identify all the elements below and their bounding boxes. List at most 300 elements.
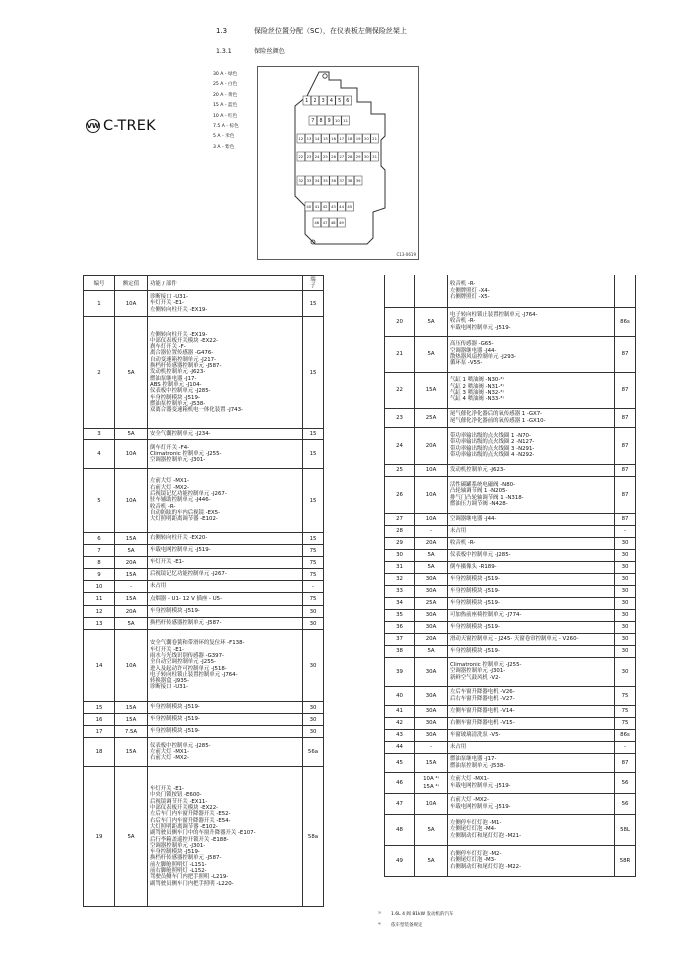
fuse-slot-number: 1 <box>305 99 309 104</box>
fuse-number: 46 <box>385 772 415 793</box>
table-row <box>385 537 636 549</box>
component-line: 燃油泵继电器 -J17- <box>450 756 497 763</box>
col-header-terminal: 端 子 <box>303 276 324 291</box>
component-line: 车身控制模块 -J519- <box>450 647 500 654</box>
footnotes <box>378 909 454 931</box>
fuse-color-legend <box>213 70 239 153</box>
component-line: 后视镜调节开关 -EX11- <box>150 798 208 805</box>
fuse-slot-number: 14 <box>314 136 320 141</box>
table-row <box>385 741 636 753</box>
fuse-number: 40 <box>385 686 415 705</box>
component-line: 车载电网控制单元 -J519- <box>450 803 511 810</box>
table-row <box>84 440 324 469</box>
component-line: 左前大灯 -MX1- <box>450 776 489 783</box>
fuse-number: 18 <box>84 738 115 767</box>
component-line: 车灯开关 -E1- <box>150 559 185 566</box>
fuse-number <box>385 275 415 307</box>
table-row <box>385 549 636 561</box>
component-line: 尾气催化净化器前的氧传感器 1 -GX10- <box>450 417 546 424</box>
fuse-rating: 10A <box>115 630 148 702</box>
fuse-terminal: 87 <box>615 464 636 476</box>
component-line: 电子转向柱锁止装置控制单元 -J764- <box>450 312 538 319</box>
fuse-color-item: 5 A - 米色 <box>213 134 235 140</box>
component-line: 后视镜记忆功能控制单元 -J267- <box>150 491 227 498</box>
fuse-function <box>448 464 615 476</box>
fuse-slot-number: 16 <box>331 136 337 141</box>
fuse-terminal: 75 <box>615 717 636 729</box>
component-line: 仪表板中控制单元 -J285- <box>450 551 511 558</box>
fuse-function <box>148 606 303 618</box>
component-line: 车身控制模块 -J519- <box>150 608 200 615</box>
component-line: 带功率输出级的点火线圈 3 -N291- <box>450 445 535 452</box>
component-line: 车载电网控制单元 -J519- <box>450 324 511 331</box>
table-row <box>385 464 636 476</box>
fuse-terminal: 30 <box>303 726 324 738</box>
fuse-terminal: 56a <box>303 738 324 767</box>
fuse-terminal: 56 <box>615 772 636 793</box>
fuse-terminal: 15 <box>303 429 324 440</box>
fuse-terminal: 87 <box>615 513 636 525</box>
component-line: 诊断接口 -U31- <box>150 294 188 301</box>
fuse-function <box>148 630 303 702</box>
fuse-number: 42 <box>385 717 415 729</box>
fuse-number: 41 <box>385 705 415 717</box>
fuse-function <box>448 336 615 372</box>
fuse-number: 48 <box>385 814 415 845</box>
fuse-rating: 10A <box>415 476 448 513</box>
fuse-function <box>448 717 615 729</box>
component-line: 左侧转向柱开关 -EX19- <box>150 306 208 313</box>
table-row <box>385 427 636 464</box>
fuse-function <box>148 726 303 738</box>
fuse-terminal: 30 <box>615 561 636 573</box>
table-row <box>84 469 324 533</box>
fuse-number: 10 <box>84 581 115 593</box>
fuse-terminal: 30 <box>615 573 636 585</box>
fuse-slot-number: 7 <box>311 119 315 124</box>
component-line: 带功率输出级的点火线圈 1 -N70- <box>450 432 531 439</box>
component-line: 收音机 -R- <box>450 281 476 288</box>
fuse-slot-number: 49 <box>338 220 344 225</box>
component-line: 散热器风扇控制单元 -J293- <box>450 354 516 360</box>
fuse-function <box>148 714 303 726</box>
fuse-rating: 15A <box>115 738 148 767</box>
fuse-function <box>148 469 303 533</box>
fuse-slot-number: 35 <box>322 178 328 183</box>
component-line: 带功率输出级的点火线圈 4 -N292- <box>450 451 535 458</box>
fuse-color-item: 25 A - 白色 <box>213 82 238 88</box>
fuse-slot-number: 46 <box>314 220 320 225</box>
fuse-slot-number: 43 <box>330 204 336 209</box>
fuse-number: 17 <box>84 726 115 738</box>
fuse-slot-number: 9 <box>327 119 331 124</box>
fuse-number: 8 <box>84 557 115 569</box>
fuse-rating: 5A <box>115 545 148 557</box>
fuse-number: 16 <box>84 714 115 726</box>
component-line: 燃油泵控制单元 -J538- <box>150 400 206 407</box>
fuse-number: 5 <box>84 469 115 533</box>
fuse-slot-number: 39 <box>355 178 361 183</box>
fuse-function <box>448 573 615 585</box>
component-line: 尾气催化净化器后的氧传感器 1 -GX7- <box>450 411 543 418</box>
component-line: 换档杆传感器控制单元 -J587- <box>150 620 222 627</box>
component-line: 仪表板中控制单元 -J285- <box>150 742 211 749</box>
fuse-number: 47 <box>385 793 415 814</box>
fuse-slot-number: 32 <box>298 178 304 183</box>
component-line: 自动防眩的车内后视镜 -EX5- <box>150 509 221 516</box>
component-line: 车灯开关 -E1- <box>150 786 185 793</box>
table-row <box>84 429 324 440</box>
fuse-terminal: 30 <box>303 702 324 714</box>
component-line: 仪表板中控制单元 -J285- <box>150 388 211 395</box>
table-row <box>84 726 324 738</box>
fuse-slot-number: 41 <box>314 204 320 209</box>
fuse-rating: 5A <box>415 336 448 372</box>
component-line: 前右脚舱照明灯 -L152- <box>150 867 207 874</box>
component-line: 进入及起动许可控制单元 -J518- <box>150 665 227 672</box>
fuse-function <box>148 702 303 714</box>
fuse-number: 24 <box>385 427 415 464</box>
fuse-function <box>448 609 615 621</box>
footnote-mark: ³⁾ <box>378 912 381 917</box>
fuse-slot-number: 33 <box>306 178 312 183</box>
fuse-terminal: 30 <box>615 537 636 549</box>
fuse-function <box>448 275 615 307</box>
table-row <box>84 714 324 726</box>
fuse-number: 30 <box>385 549 415 561</box>
table-row <box>385 275 636 307</box>
fuse-rating: 30A <box>415 705 448 717</box>
component-line: 前左脚舱照明灯 -L151- <box>150 861 207 868</box>
table-row <box>84 533 324 545</box>
fuse-terminal: 30 <box>303 714 324 726</box>
fuse-terminal <box>615 275 636 307</box>
fuse-terminal: 87 <box>615 753 636 772</box>
fuse-terminal: - <box>303 581 324 593</box>
fuse-function <box>448 705 615 717</box>
component-line: 空调器控制单元 -J301- <box>150 842 206 849</box>
table-row <box>84 738 324 767</box>
fuse-terminal: 30 <box>303 606 324 618</box>
fuse-rating: 10A <box>115 291 148 317</box>
component-line: 收音机 -R- <box>450 318 476 325</box>
component-line: 车身控制模块 -J519- <box>150 728 200 735</box>
table-row <box>84 593 324 606</box>
fuse-slot-number: 45 <box>347 204 353 209</box>
table-row <box>84 569 324 581</box>
fuse-rating: 10A <box>415 513 448 525</box>
fuse-terminal: 75 <box>303 557 324 569</box>
fuse-color-item: 20 A - 黄色 <box>213 92 238 98</box>
fuse-number: 43 <box>385 729 415 741</box>
fuse-rating: 30A <box>415 657 448 686</box>
component-line: 左侧停车灯灯泡 -M1- <box>450 820 502 827</box>
brand-text: C-TREK <box>103 118 156 134</box>
component-line: 收音机 -R- <box>450 539 476 546</box>
fuse-slot-number: 37 <box>339 178 345 183</box>
component-line: 气缸 4 喷油阀 -N33-³⁾ <box>450 396 504 403</box>
component-line: 左后车窗升降器电机 -V26- <box>450 689 515 696</box>
fuse-rating: 10A <box>115 469 148 533</box>
component-line: 右侧制动灯和尾灯灯泡 -M22- <box>450 863 522 870</box>
table-row <box>385 772 636 793</box>
component-line: 左前大灯 -MX1- <box>150 478 189 485</box>
fuse-number: 37 <box>385 633 415 645</box>
fuse-number: 9 <box>84 569 115 581</box>
fuse-rating: 5A <box>415 561 448 573</box>
fuse-number: 35 <box>385 609 415 621</box>
fuse-slot-number: 10 <box>334 118 340 123</box>
fuse-rating: 30A <box>415 573 448 585</box>
fuse-function <box>148 557 303 569</box>
fuse-number: 36 <box>385 621 415 633</box>
table-row <box>385 525 636 537</box>
component-line: 未占用 <box>150 583 167 590</box>
component-line: Climatronic 控制单元 -J255- <box>150 450 222 457</box>
fuse-rating: 15A <box>115 593 148 606</box>
fuse-function <box>448 645 615 657</box>
fuse-slot-number: 12 <box>298 136 304 141</box>
fuse-slot-number: 20 <box>363 136 369 141</box>
subsection-heading <box>216 46 285 55</box>
fuse-number: 45 <box>385 753 415 772</box>
fuse-slot-number: 4 <box>329 99 333 104</box>
fuse-function <box>448 513 615 525</box>
table-row <box>385 307 636 336</box>
component-line: 燃油压力调节阀 -N428- <box>450 500 508 507</box>
fuse-rating: 10A <box>415 793 448 814</box>
fuse-slot-number: 36 <box>331 178 337 183</box>
table-row <box>385 513 636 525</box>
fuse-rating: 15A <box>115 714 148 726</box>
fuse-terminal: 30 <box>303 618 324 630</box>
fuse-rating: 10A <box>415 464 448 476</box>
table-row <box>385 372 636 408</box>
component-line: 后行李箱盖遥控开锁开关 -E188- <box>150 836 229 843</box>
fuse-number: 27 <box>385 513 415 525</box>
fuse-color-item: 30 A - 绿色 <box>213 72 238 77</box>
brand-watermark <box>86 118 156 134</box>
fuse-terminal: 30 <box>615 621 636 633</box>
fuse-function <box>148 738 303 767</box>
component-line: 右后车门内车窗升降器开关 -E54- <box>150 817 231 824</box>
section-title: 保险丝位置分配（SC），在仪表板左侧保险丝架上 <box>254 27 407 35</box>
fuse-function <box>148 291 303 317</box>
fuse-function <box>448 686 615 705</box>
fuse-function <box>448 753 615 772</box>
fuse-rating: 15A <box>415 753 448 772</box>
fuse-function <box>448 408 615 427</box>
fuse-number: 11 <box>84 593 115 606</box>
component-line: 驻车辅助控制单元 -J446- <box>150 497 211 504</box>
fuse-function <box>448 621 615 633</box>
table-row <box>84 581 324 593</box>
component-line: 换档杆传感器控制单元 -J587- <box>150 363 222 370</box>
fuse-slot-number: 28 <box>347 154 353 159</box>
component-line: ABS 控制单元 -J104- <box>150 381 202 388</box>
component-line: 空调器控制单元 -J301- <box>150 457 206 464</box>
component-line: 诊断接口 -U31- <box>150 684 188 691</box>
component-line: 右前大灯 -MX2- <box>450 797 489 804</box>
fuse-function <box>448 525 615 537</box>
fuse-terminal: 75 <box>615 686 636 705</box>
component-line: 驾驶员侧车门内把手照明 -L219- <box>150 874 229 881</box>
fuse-slot-number: 13 <box>306 136 312 141</box>
component-line: 气缸 2 喷油阀 -N31-³⁾ <box>450 383 504 390</box>
fuse-slot-number: 8 <box>319 119 323 124</box>
fuse-slot-number: 42 <box>322 204 328 209</box>
table-row <box>385 408 636 427</box>
table-row <box>385 845 636 876</box>
fuse-slot-number: 27 <box>339 154 345 159</box>
fuse-rating: 30A <box>415 621 448 633</box>
component-line: 车载电网控制单元 -J519- <box>150 547 211 554</box>
table-row <box>385 645 636 657</box>
fuse-number: 32 <box>385 573 415 585</box>
component-line: 转换器盒 -J935- <box>150 678 190 685</box>
fuse-number: 38 <box>385 645 415 657</box>
component-line: 车身控制模块 -J519- <box>150 849 200 856</box>
component-line: 左侧车窗升降器电机 -V14- <box>450 707 515 714</box>
fuse-rating: 20A <box>415 427 448 464</box>
fuse-number: 1 <box>84 291 115 317</box>
component-line: 右侧车窗升降器电机 -V15- <box>450 719 515 726</box>
component-line: 发动机控制单元 -J623- <box>150 369 206 376</box>
table-row <box>385 561 636 573</box>
fuse-rating: 30A <box>415 609 448 621</box>
fuse-terminal: 30 <box>615 657 636 686</box>
fuse-rating: 5A <box>115 317 148 429</box>
table-row <box>84 767 324 907</box>
table-header-row <box>84 276 324 291</box>
fuse-rating: 30A <box>415 686 448 705</box>
fuse-rating: 20A <box>415 633 448 645</box>
component-line: 车身控制模块 -J519- <box>450 587 500 594</box>
component-line: 右侧停车灯灯泡 -M2- <box>450 851 502 858</box>
fuse-terminal: 75 <box>303 569 324 581</box>
component-line: 左后车门内车窗升降器开关 -E52- <box>150 811 231 818</box>
fuse-rating: 10A <box>115 440 148 469</box>
fuse-function <box>448 537 615 549</box>
fuse-rating: 15A <box>115 569 148 581</box>
table-row <box>84 291 324 317</box>
component-line: 未占用 <box>450 527 467 534</box>
component-line: 中央门锁按钮 -E600- <box>150 792 202 799</box>
fuse-function <box>448 814 615 845</box>
fuse-function <box>448 561 615 573</box>
fuse-terminal: 87 <box>615 372 636 408</box>
fuse-function <box>448 657 615 686</box>
table-row <box>84 618 324 630</box>
table-row <box>84 545 324 557</box>
table-row <box>385 686 636 705</box>
fuse-color-item: 3 A - 紫色 <box>213 144 235 150</box>
fuse-number: 49 <box>385 845 415 876</box>
fuse-rating: - <box>115 581 148 593</box>
component-line: 中部仪表板开关模块 -EX22- <box>150 805 219 812</box>
fuse-number: 12 <box>84 606 115 618</box>
fuse-function <box>448 793 615 814</box>
table-row <box>385 585 636 597</box>
component-line: 左前大灯 -MX1- <box>150 748 189 755</box>
component-line: 副驾驶员侧车门中的车窗升降器开关 -E107- <box>150 830 256 837</box>
fuse-rating: 20A <box>115 606 148 618</box>
fuse-slot-number: 48 <box>330 220 336 225</box>
table-row <box>385 729 636 741</box>
fuse-slot-number: 2 <box>313 99 317 104</box>
component-line: 右侧尾灯灯泡 -M3- <box>450 857 497 864</box>
fuse-number: 26 <box>385 476 415 513</box>
footnote <box>378 909 454 920</box>
fuse-slot-number: 31 <box>372 154 378 159</box>
component-line: 右侧牌照灯 -X5- <box>450 293 490 300</box>
fuse-terminal: 86s <box>615 729 636 741</box>
fuse-rating: - <box>415 741 448 753</box>
section-number: 1.3 <box>216 27 228 35</box>
fuse-number: 6 <box>84 533 115 545</box>
component-line: 收音机 -R- <box>150 503 176 510</box>
table-row <box>385 657 636 686</box>
fuse-rating: 7.5A <box>115 726 148 738</box>
table-row <box>385 621 636 633</box>
fuse-function <box>148 317 303 429</box>
fuse-number: 31 <box>385 561 415 573</box>
table-row <box>385 633 636 645</box>
fuse-function <box>148 593 303 606</box>
fuse-terminal: 30 <box>615 645 636 657</box>
fuse-rating: 15A <box>115 702 148 714</box>
fuse-slot-number: 18 <box>347 136 353 141</box>
table-row <box>385 705 636 717</box>
fuse-slot-number: 19 <box>355 136 361 141</box>
fuse-terminal: 87 <box>615 408 636 427</box>
fuse-rating: 10A ⁴⁾ 15A ⁴⁾ <box>415 772 448 793</box>
fuse-color-item: 10 A - 红色 <box>213 113 238 119</box>
table-row <box>84 606 324 618</box>
fuse-slot-number: 22 <box>298 154 304 159</box>
fuse-terminal: 58a <box>303 767 324 907</box>
fuse-slot-number: 17 <box>339 136 345 141</box>
fuse-terminal: 15 <box>303 469 324 533</box>
fuse-number: 23 <box>385 408 415 427</box>
table-row <box>385 476 636 513</box>
fuse-slot-number: 30 <box>363 154 369 159</box>
fuse-rating: 30A <box>415 585 448 597</box>
fuse-number: 7 <box>84 545 115 557</box>
component-line: 右侧转向柱开关 -EX20- <box>150 535 208 542</box>
fuse-terminal: 56 <box>615 793 636 814</box>
fuse-terminal: 30 <box>303 630 324 702</box>
component-line: 发动机控制单元 -J623- <box>450 466 506 473</box>
fuse-terminal: 87 <box>615 427 636 464</box>
fuse-terminal: 58R <box>615 845 636 876</box>
fuse-rating: 5A <box>415 814 448 845</box>
fuse-number: 22 <box>385 372 415 408</box>
fuse-table-right <box>384 275 636 877</box>
fuse-slot-number: 26 <box>331 154 337 159</box>
component-line: 左侧转向柱开关 -EX19- <box>150 331 208 338</box>
fuse-terminal: - <box>615 741 636 753</box>
fuse-terminal: 30 <box>615 585 636 597</box>
col-header-function: 功能 / 部件 <box>148 276 303 291</box>
fuse-rating: 20A <box>415 537 448 549</box>
component-line: 车身控制模块 -J519- <box>450 623 500 630</box>
fuse-terminal: 75 <box>303 545 324 557</box>
fuse-slot-number: 29 <box>355 154 361 159</box>
table-row <box>385 336 636 372</box>
fuse-function <box>148 533 303 545</box>
fuse-function <box>448 741 615 753</box>
